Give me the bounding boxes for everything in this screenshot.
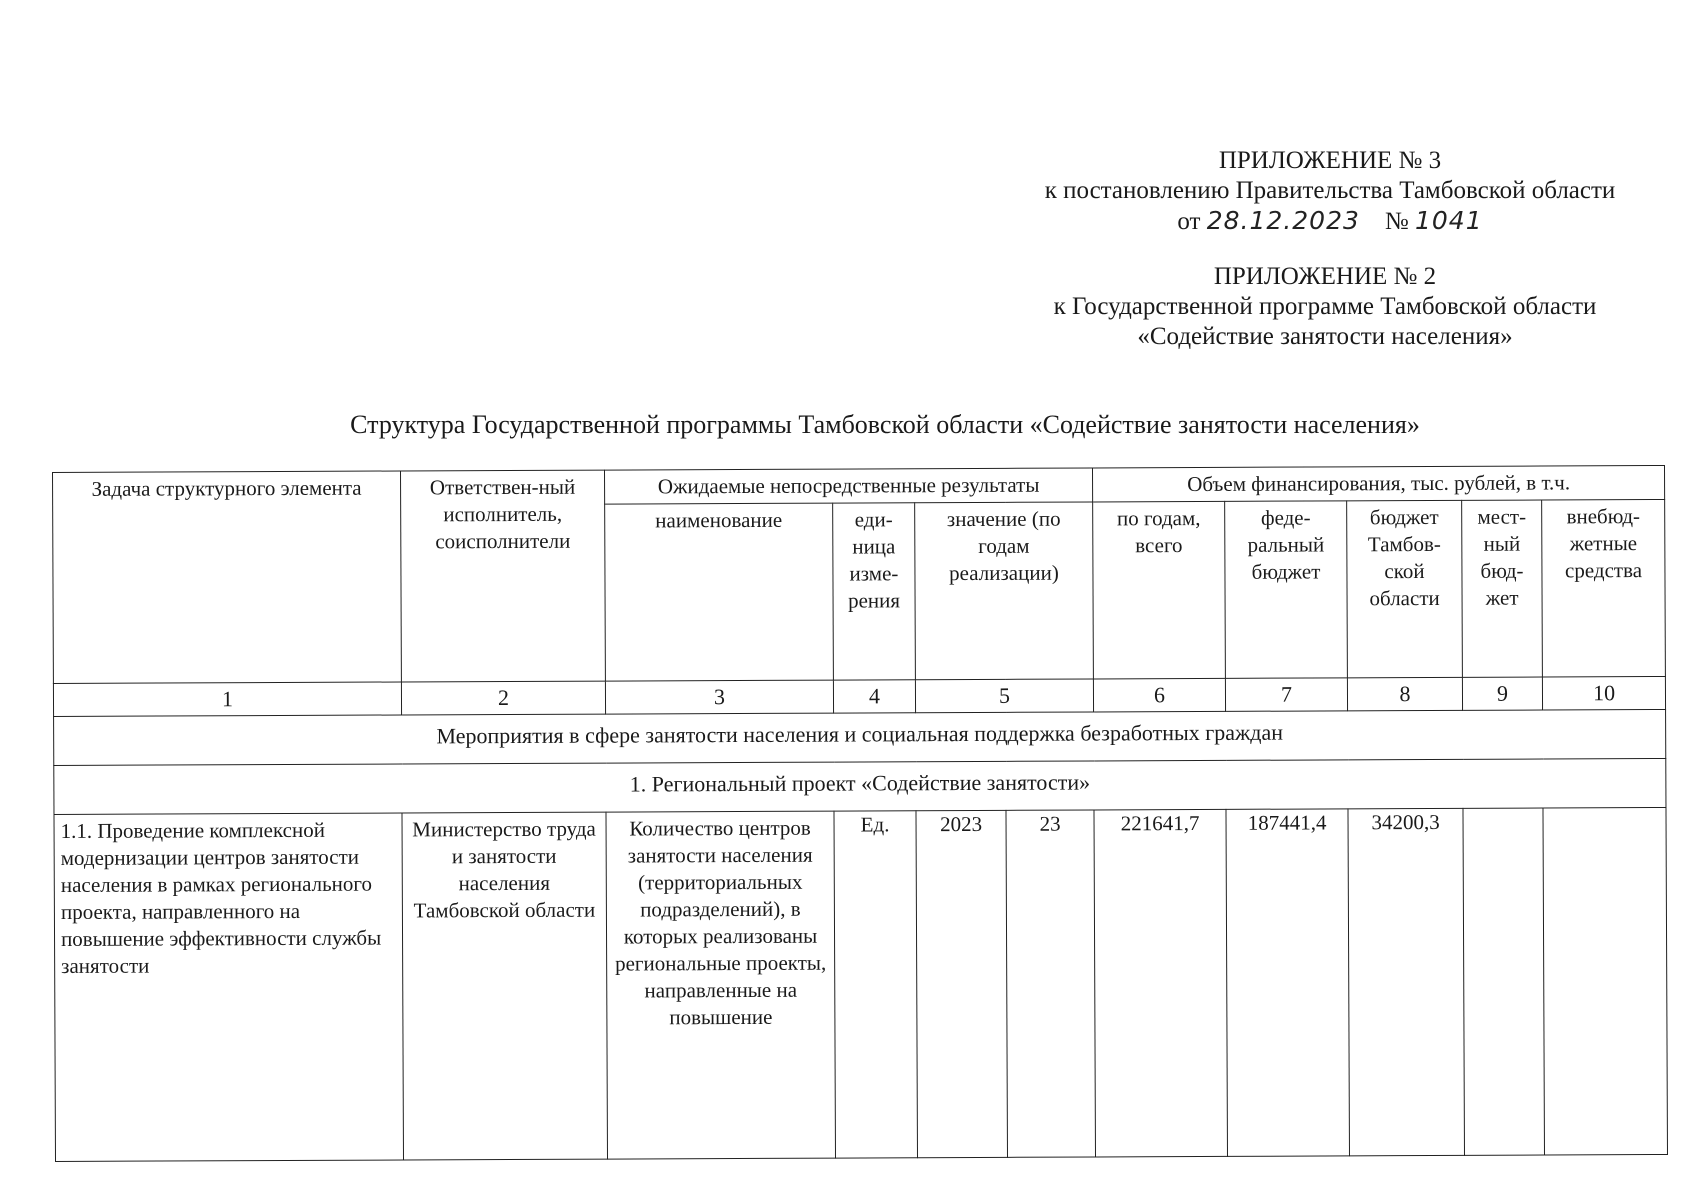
column-number: 9	[1462, 677, 1542, 710]
header-executor: Ответствен-ный исполнитель, соисполнители	[400, 470, 605, 682]
date-prefix: от	[1177, 208, 1201, 235]
header-value: значение (по годам реализации)	[915, 502, 1094, 680]
cell-federal: 187441,4	[1226, 809, 1350, 1157]
handwritten-date: 28.12.2023	[1206, 206, 1360, 235]
column-number: 2	[401, 681, 605, 715]
cell-regional: 34200,3	[1348, 808, 1465, 1155]
header-extrabudgetary: внебюд-жетные средства	[1542, 499, 1666, 677]
column-number: 8	[1347, 677, 1462, 711]
cell-local	[1463, 808, 1545, 1155]
appendix-3-line: к постановлению Правительства Тамбовской области	[1044, 177, 1616, 204]
column-number: 1	[53, 682, 401, 717]
cell-year: 2023	[916, 810, 1008, 1157]
section-row	[54, 709, 1666, 765]
header-by-year-total: по годам, всего	[1093, 501, 1226, 679]
header-local: мест-ный бюд-жет	[1462, 500, 1543, 677]
cell-extrabudgetary	[1543, 807, 1668, 1155]
column-number: 10	[1542, 676, 1665, 710]
header-expected-results: Ожидаемые непосредственные результаты	[604, 468, 1092, 504]
handwritten-number: 1041	[1414, 206, 1483, 235]
cell-unit: Ед.	[834, 811, 918, 1158]
column-number: 3	[605, 680, 833, 714]
header-name: наименование	[605, 503, 834, 681]
column-number: 4	[833, 680, 915, 713]
appendix-3-date-line	[990, 206, 1670, 237]
project-title: 1. Региональный проект «Содействие занятости»	[54, 758, 1666, 814]
header-federal: феде-ральный бюджет	[1225, 501, 1348, 679]
column-number: 5	[915, 679, 1093, 713]
column-number: 6	[1093, 678, 1225, 712]
header-task: Задача структурного элемента	[53, 471, 402, 684]
header-unit: еди-ница изме-рения	[833, 503, 916, 680]
cell-value: 23	[1006, 810, 1096, 1157]
appendix-3-block	[990, 146, 1670, 237]
table-row	[54, 807, 1668, 1161]
cell-total: 221641,7	[1094, 809, 1228, 1157]
column-number: 7	[1225, 678, 1347, 712]
appendix-2-line-2: «Содействие занятости населения»	[1137, 323, 1513, 350]
project-row	[54, 758, 1666, 814]
program-structure-table	[52, 465, 1668, 1162]
document-title: Структура Государственной программы Тамбовской области «Содействие занятости населения»	[350, 410, 1420, 439]
cell-result-name: Количество центров занятости населения (территориальных подразделений), в которых реализованы региональные проекты, направленные на повышение	[606, 811, 836, 1159]
cell-task: 1.1. Проведение комплексной модернизации центров занятости населения в рамках регионального проекта, направленного на повышение эффективности службы занятости	[54, 813, 404, 1162]
appendix-3-title: ПРИЛОЖЕНИЕ № 3	[1218, 147, 1442, 174]
header-financing: Объем финансирования, тыс. рублей, в т.ч.	[1093, 465, 1665, 501]
appendix-2-line-1: к Государственной программе Тамбовской области	[1053, 293, 1597, 320]
number-prefix: №	[1384, 208, 1409, 235]
appendix-2-block	[1000, 262, 1650, 352]
appendix-2-title: ПРИЛОЖЕНИЕ № 2	[1213, 263, 1437, 290]
header-regional: бюджет Тамбов-ской области	[1347, 500, 1463, 678]
cell-executor: Министерство труда и занятости населения Тамбовской области	[402, 812, 608, 1160]
section-title: Мероприятия в сфере занятости населения и социальная поддержка безработных граждан	[54, 709, 1666, 765]
